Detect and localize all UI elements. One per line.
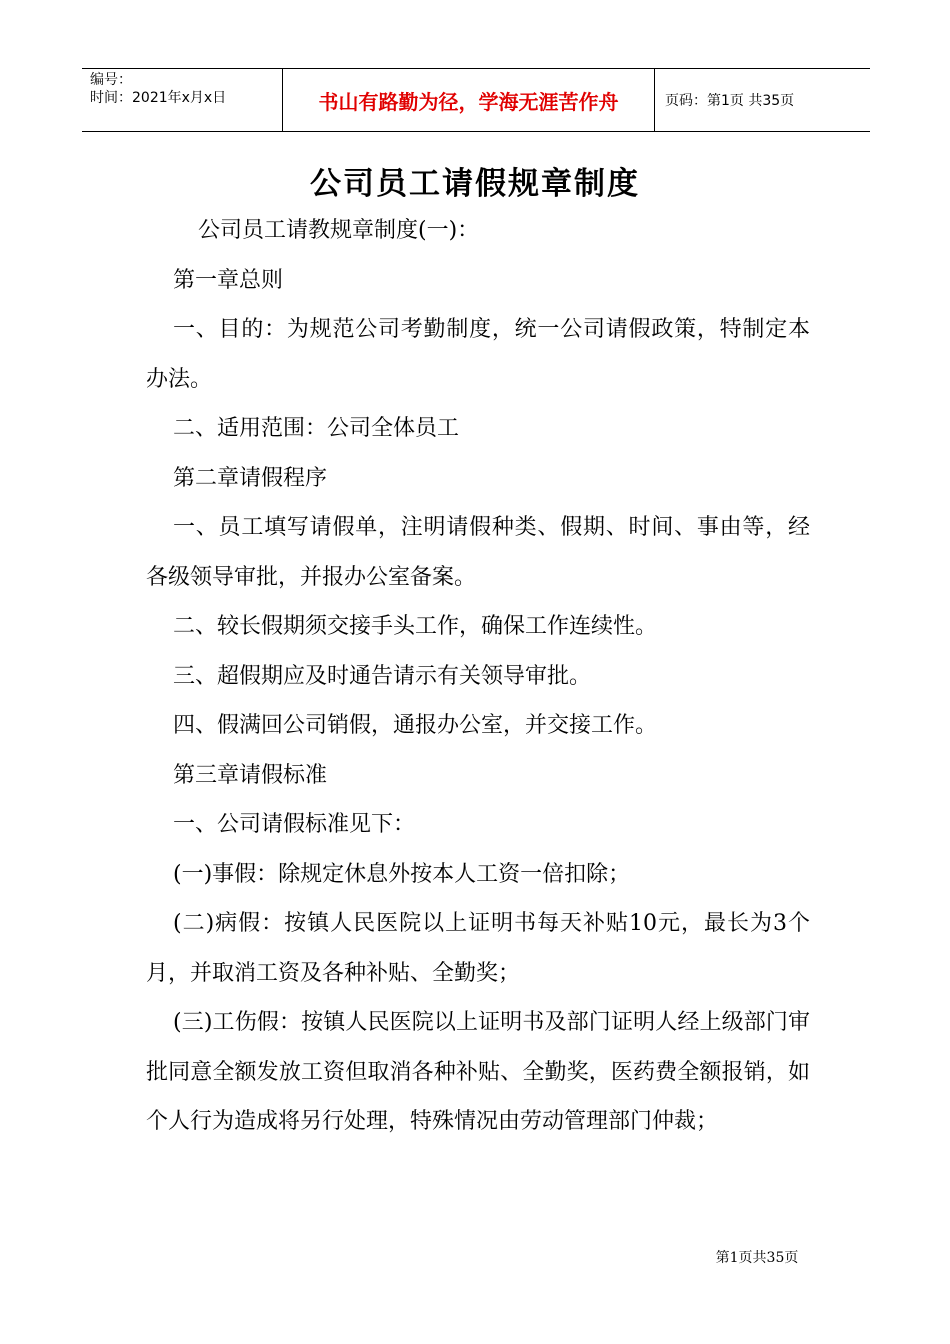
chapter-heading: 第二章请假程序 [173, 465, 328, 491]
document-title: 公司员工请假规章制度 [310, 166, 640, 202]
paragraph: 三、超假期应及时通告请示有关领导审批。 [173, 663, 592, 689]
paragraph: (二)病假：按镇人民医院以上证明书每天补贴10元，最长为3个月，并取消工资及各种补贴、全勤奖； [146, 911, 810, 986]
header-motto: 书山有路勤为径，学海无涯苦作舟 [282, 69, 655, 131]
paragraph: (三)工伤假：按镇人民医院以上证明书及部门证明人经上级部门审批同意全额发放工资但取消各种补贴、全勤奖，医药费全额报销，如个人行为造成将另行处理，特殊情况由劳动管理部门仲裁； [146, 1010, 810, 1134]
header-meta [82, 69, 282, 131]
paragraph: (一)事假：除规定休息外按本人工资一倍扣除； [173, 861, 631, 887]
header-page-info: 页码：第1页 共35页 [665, 93, 795, 109]
paragraph: 一、公司请假标准见下： [173, 812, 416, 837]
page-header [82, 68, 870, 132]
document-number-label: 编号： [90, 72, 132, 88]
chapter-heading: 第三章请假标准 [173, 762, 328, 788]
page-footer [0, 1247, 950, 1267]
document-body [146, 206, 810, 1147]
paragraph: 二、适用范围：公司全体员工 [173, 416, 460, 441]
chapter-heading: 第一章总则 [173, 267, 284, 293]
paragraph: 一、目的：为规范公司考勤制度，统一公司请假政策，特制定本办法。 [146, 317, 810, 392]
document-time: 时间：2021年x月x日 [90, 90, 227, 106]
footer-page-number: 第1页共35页 [715, 1250, 799, 1266]
paragraph: 二、较长假期须交接手头工作，确保工作连续性。 [173, 614, 658, 639]
paragraph: 公司员工请教规章制度(一)： [198, 218, 480, 243]
paragraph: 四、假满回公司销假，通报办公室，并交接工作。 [173, 713, 658, 738]
paragraph: 一、员工填写请假单，注明请假种类、假期、时间、事由等，经各级领导审批，并报办公室备案。 [146, 515, 810, 590]
